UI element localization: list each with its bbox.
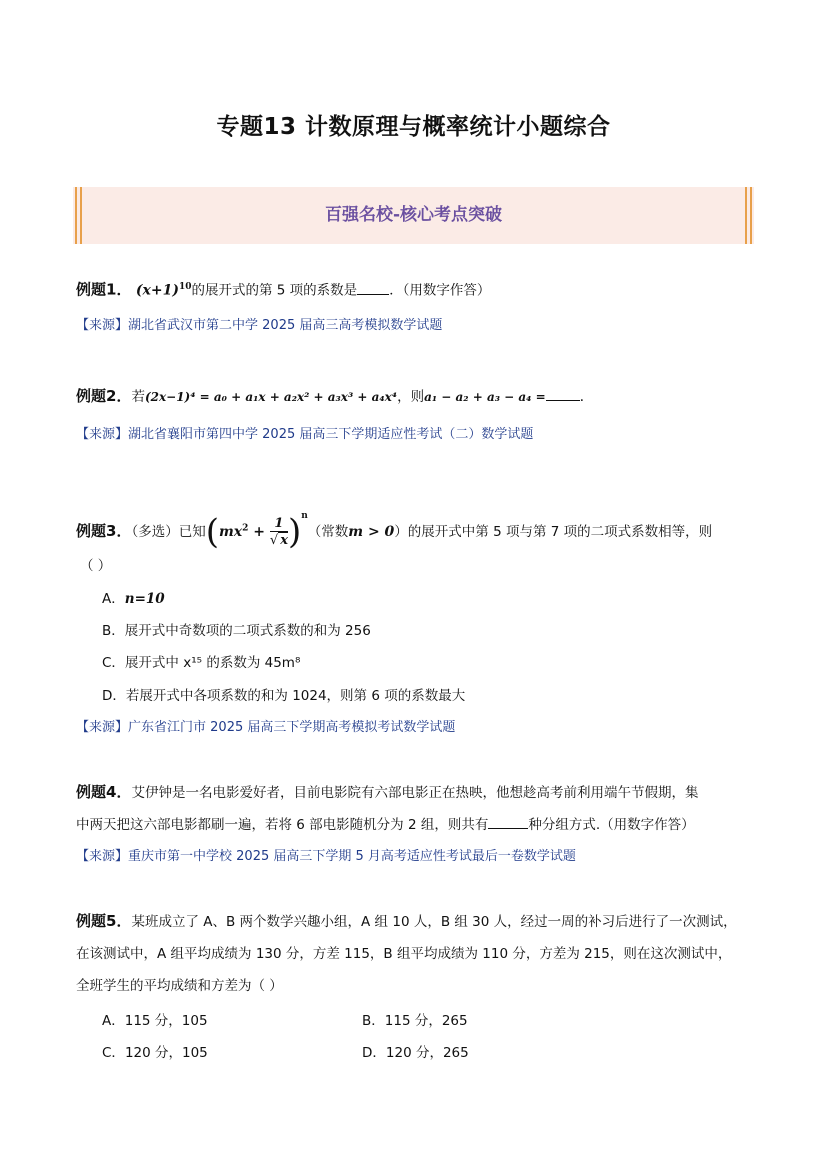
example-4-text-1: 艾伊钟是一名电影爱好者，目前电影院有六部电影正在热映，他想趁高考前利用端午节假期，集 [131, 785, 699, 801]
answer-blank [546, 386, 580, 401]
example-5-line-3: 全班学生的平均成绩和方差为（ ） [76, 978, 283, 994]
source-text: 重庆市第一中学校 2025 届高三下学期 5 月高考适应性考试最后一卷数学试题 [128, 849, 576, 864]
source-text: 湖北省武汉市第二中学 2025 届高三高考模拟数学试题 [128, 318, 443, 333]
fraction-denominator: x [280, 532, 288, 548]
example-3: 例题3．（多选）已知($mx^2$ + $\frac{1}{√ x}$ )$^n$（常数m > 0）的展开式中第 5 项与第 7 项的二项式系数相等，则 [76, 511, 713, 552]
example-1-exponent: 10 [178, 282, 192, 292]
example-4-line-1: 例题4．艾伊钟是一名电影爱好者，目前电影院有六部电影正在热映，他想趁高考前利用端午节假期，集 [76, 783, 699, 801]
option-text: 115 分，265 [384, 1013, 468, 1029]
option-text: 若展开式中各项系数的和为 1024，则第 6 项的系数最大 [125, 688, 466, 704]
example-2-label: 例题2 [76, 387, 117, 405]
source-bracket: 【来源】 [76, 427, 129, 442]
option-text: 115 分，105 [124, 1013, 208, 1029]
option-key: D． [102, 688, 126, 704]
source-bracket: 【来源】 [76, 720, 129, 735]
example-5-text-1: 某班成立了 A、B 两个数学兴趣小组，A 组 10 人，B 组 30 人，经过一周的补习后进行了一次测试， [131, 914, 737, 930]
option-c [102, 1043, 208, 1063]
example-4-label: 例题4 [76, 783, 117, 801]
option-text: 展开式中 x¹⁵ 的系数为 45m⁸ [124, 655, 301, 671]
option-a [102, 589, 165, 609]
example-4-text-3: 种分组方式.（用数字作答） [528, 817, 695, 833]
example-3-label: 例题3 [76, 522, 117, 540]
option-text: 120 分，265 [385, 1045, 469, 1061]
option-b [362, 1011, 468, 1031]
option-key: A． [102, 1013, 125, 1029]
option-key: C． [102, 655, 125, 671]
option-d [102, 686, 465, 706]
banner-text: 百强名校-核心考点突破 [324, 205, 503, 225]
option-key: C． [102, 1045, 125, 1061]
example-2-pre: 若 [131, 389, 145, 405]
option-key: A． [102, 591, 125, 607]
option-key: B． [362, 1013, 385, 1029]
example-3-paren: （ ） [80, 558, 112, 574]
example-4-source [76, 847, 576, 867]
example-4-text-2: 中两天把这六部电影都刷一遍，若将 6 部电影随机分为 2 组，则共有 [76, 817, 489, 833]
example-5-line-1: 例题5．某班成立了 A、B 两个数学兴趣小组，A 组 10 人，B 组 30 人，经过一周的补习后进行了一次测试， [76, 912, 737, 930]
example-2-expr: a₁ − a₂ + a₃ − a₄ = [424, 390, 546, 404]
option-a [102, 1011, 208, 1031]
section-banner [73, 187, 754, 244]
example-3-fraction: $\frac{1}{√ x}$ [269, 515, 288, 548]
source-text: 广东省江门市 2025 届高三下学期高考模拟考试数学试题 [128, 720, 456, 735]
option-key: B． [102, 623, 125, 639]
example-1: 例题1． $(x+1)^{10}$的展开式的第 5 项的系数是 ．（用数字作答） [76, 280, 491, 299]
option-text: 展开式中奇数项的二项式系数的和为 256 [124, 623, 371, 639]
example-3-cond-post: ）的展开式中第 5 项与第 7 项的二项式系数相等，则 [394, 524, 713, 540]
answer-blank [357, 280, 389, 295]
fraction-numerator: 1 [270, 516, 288, 532]
example-2-source [76, 425, 533, 445]
example-3-pre: （多选）已知 [131, 524, 206, 540]
example-3-cond-pre: （常数 [307, 524, 349, 540]
example-1-tail: ．（用数字作答） [389, 282, 491, 299]
option-c [102, 653, 300, 673]
option-text: 120 分，105 [124, 1045, 208, 1061]
example-3-cond: m > 0 [348, 524, 395, 540]
page-title: 专题13 计数原理与概率统计小题综合 [216, 114, 611, 140]
example-1-math: (x+1) [135, 282, 179, 299]
example-2-mid: ，则 [397, 389, 425, 405]
answer-blank [488, 814, 528, 829]
example-2: 例题2．若(2x−1)⁴ = a₀ + a₁x + a₂x² + a₃x³ + a₄x⁴，则a₁ − a₂ + a₃ − a₄ = . [76, 387, 585, 405]
example-5-line-2: 在该测试中，A 组平均成绩为 130 分，方差 115，B 组平均成绩为 110 分，方差为 215，则在这次测试中， [76, 946, 732, 962]
option-key: D． [362, 1045, 386, 1061]
option-math: n=10 [124, 591, 165, 607]
example-3-exponent: n [301, 511, 308, 521]
example-5-label: 例题5 [76, 912, 117, 930]
example-1-text: 的展开式的第 5 项的系数是 [191, 282, 358, 299]
source-text: 湖北省襄阳市第四中学 2025 届高三下学期适应性考试（二）数学试题 [128, 427, 534, 442]
example-2-expansion: (2x−1)⁴ = a₀ + a₁x + a₂x² + a₃x³ + a₄x⁴ [144, 390, 398, 404]
example-3-source [76, 718, 455, 738]
example-1-source [76, 316, 442, 336]
example-1-label: 例题1 [76, 280, 117, 299]
example-4-line-2 [76, 814, 695, 835]
option-d [362, 1043, 469, 1063]
example-2-tail: . [579, 389, 585, 405]
source-bracket: 【来源】 [76, 318, 129, 333]
option-b [102, 621, 371, 641]
source-bracket: 【来源】 [76, 849, 129, 864]
example-3-base: mx [218, 524, 243, 540]
